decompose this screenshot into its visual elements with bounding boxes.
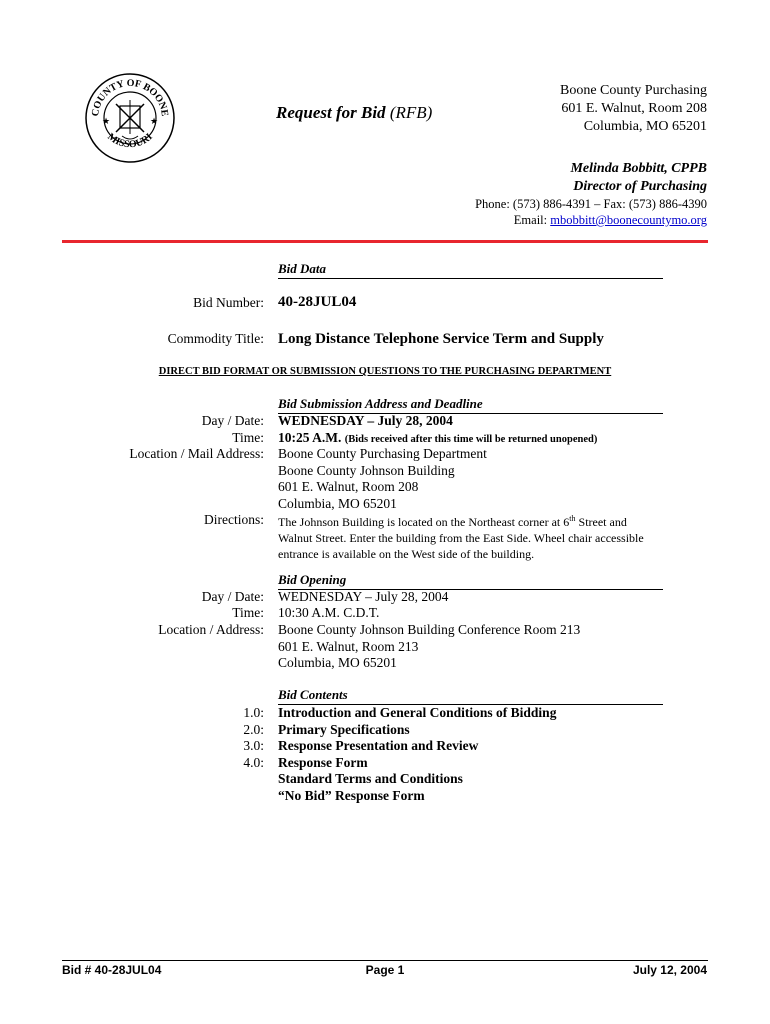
opening-day-value: WEDNESDAY – July 28, 2004 <box>278 589 449 604</box>
contents-item: Introduction and General Conditions of Bidding <box>278 705 557 720</box>
submission-location-label: Location / Mail Address: <box>129 446 264 461</box>
footer-divider <box>62 960 708 961</box>
footer-bid-number: Bid # 40-28JUL04 <box>62 963 162 977</box>
submission-time-note: (Bids received after this time will be returned unopened) <box>344 434 598 445</box>
contact-title: Director of Purchasing <box>573 179 707 194</box>
contents-num: 4.0: <box>243 754 264 770</box>
contents-numbers <box>243 705 264 771</box>
contents-item: Standard Terms and Conditions <box>278 771 463 786</box>
location-line: Boone County Johnson Building <box>278 462 455 478</box>
submission-time-label: Time: <box>232 430 264 445</box>
contents-item: Response Form <box>278 754 368 770</box>
opening-day-label: Day / Date: <box>201 589 264 604</box>
contents-heading: Bid Contents <box>278 687 663 705</box>
directions-label: Directions: <box>204 512 264 527</box>
location-line: 601 E. Walnut, Room 213 <box>278 638 419 654</box>
svg-text:MISSOURI <box>105 131 155 150</box>
seal-bottom-text: MISSOURI <box>105 131 155 151</box>
footer-page-number: Page 1 <box>365 963 405 977</box>
directions-text: The Johnson Building is located on the Northeast corner at 6th Street and Walnut Street. Enter the building from the East Side. Wheel chair accessible entrance is available on the West side of the building. <box>278 514 644 561</box>
seal-top-text: COUNTY OF BOONE <box>89 77 171 118</box>
contents-item: Response Presentation and Review <box>278 738 479 753</box>
location-line: Columbia, MO 65201 <box>278 655 397 670</box>
location-line: 601 E. Walnut, Room 208 <box>278 479 419 494</box>
phone-fax: Phone: (573) 886-4391 – Fax: (573) 886-4390 <box>475 197 707 211</box>
contact-name: Melinda Bobbitt, CPPB <box>570 161 707 176</box>
document-title <box>276 103 432 123</box>
contact-block <box>570 160 707 196</box>
email-link[interactable]: mbobbitt@boonecountymo.org <box>550 213 707 227</box>
contents-num: 2.0: <box>243 721 264 737</box>
direct-questions-note: DIRECT BID FORMAT OR SUBMISSION QUESTIONS TO THE PURCHASING DEPARTMENT <box>158 366 612 377</box>
submission-location <box>278 446 487 512</box>
email-label: Email: <box>513 213 551 227</box>
location-line: Boone County Purchasing Department <box>278 446 487 461</box>
opening-location-label: Location / Address: <box>158 622 264 637</box>
footer-date: July 12, 2004 <box>632 963 707 977</box>
address-line: 601 E. Walnut, Room 208 <box>561 101 707 116</box>
submission-heading: Bid Submission Address and Deadline <box>278 396 663 414</box>
title-paren: (RFB) <box>389 103 433 122</box>
header-divider <box>62 240 708 243</box>
svg-text:★: ★ <box>150 116 159 126</box>
contents-item: Primary Specifications <box>278 721 410 737</box>
bid-number: 40-28JUL04 <box>278 294 357 310</box>
submission-time-value: 10:25 A.M. <box>278 430 342 445</box>
location-line: Boone County Johnson Building Conference Room 213 <box>278 622 581 637</box>
svg-text:★: ★ <box>102 116 111 126</box>
opening-location <box>278 622 580 672</box>
title-main: Request for Bid <box>276 103 386 122</box>
submission-day-value: WEDNESDAY – July 28, 2004 <box>278 413 453 428</box>
phone-email-block <box>475 196 707 228</box>
purchasing-address <box>560 82 707 136</box>
opening-heading: Bid Opening <box>278 572 663 590</box>
commodity-label: Commodity Title: <box>167 331 264 346</box>
opening-time-label: Time: <box>232 605 264 620</box>
email-line <box>475 212 707 228</box>
contents-item: “No Bid” Response Form <box>278 787 425 803</box>
submission-day-label: Day / Date: <box>201 413 264 428</box>
commodity-title: Long Distance Telephone Service Term and Supply <box>278 331 604 347</box>
contents-list <box>278 705 556 804</box>
contents-num: 1.0: <box>243 705 264 720</box>
contents-num: 3.0: <box>243 738 264 753</box>
address-line: Boone County Purchasing <box>560 83 707 98</box>
opening-time-value: 10:30 A.M. C.D.T. <box>278 605 380 620</box>
submission-time <box>278 430 597 446</box>
location-line: Columbia, MO 65201 <box>278 495 397 511</box>
bid-data-heading: Bid Data <box>278 261 663 279</box>
county-seal-logo <box>84 72 176 164</box>
bid-number-label: Bid Number: <box>193 295 264 310</box>
address-line: Columbia, MO 65201 <box>583 119 707 134</box>
